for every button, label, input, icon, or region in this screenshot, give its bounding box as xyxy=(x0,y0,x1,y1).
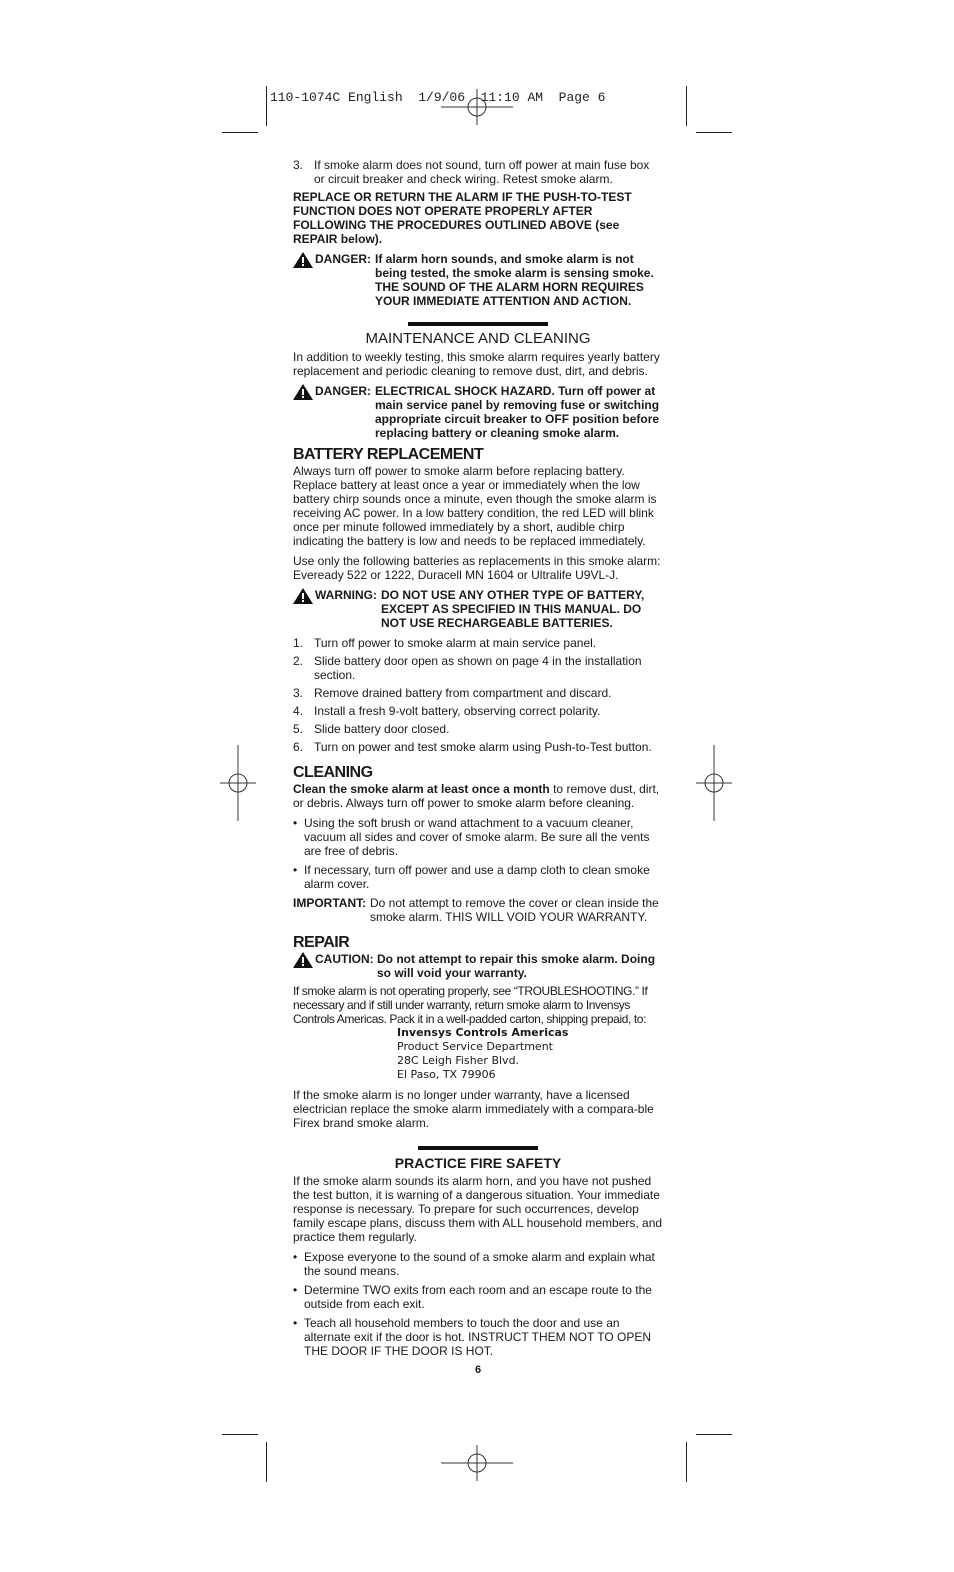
list-item: 2. Slide battery door open as shown on page 4 in the installation section. xyxy=(293,654,642,682)
fire-safety-bullets xyxy=(293,1250,663,1358)
address-line: Product Service Department xyxy=(397,1040,553,1053)
test-steps xyxy=(293,158,663,186)
list-item: • Using the soft brush or wand attachment to a vacuum cleaner, vacuum all sides and cover of smoke alarm. Be sure all the vents are free of debris. xyxy=(293,816,663,858)
crop-mark xyxy=(222,1434,258,1435)
repair-para-2: If the smoke alarm is no longer under warranty, have a licensed electrician replace the smoke alarm immediately with a compara-ble Firex brand smoke alarm. xyxy=(293,1088,654,1130)
warning-text: DO NOT USE ANY OTHER TYPE OF BATTERY, EXCEPT AS SPECIFIED IN THIS MANUAL. DO NOT USE RECHARGEABLE BATTERIES. xyxy=(381,588,645,630)
crop-mark xyxy=(266,86,267,126)
replace-notice: REPLACE OR RETURN THE ALARM IF THE PUSH-TO-TEST FUNCTION DOES NOT OPERATE PROPERLY AFTER FOLLOWING THE PROCEDURES OUTLINED ABOVE (see REPAIR below). xyxy=(293,190,632,246)
battery-para-2: Use only the following batteries as replacements in this smoke alarm: Eveready 522 or 1222, Duracell MN 1604 or Ultralife U9VL-J. xyxy=(293,554,661,582)
important-note: IMPORTANT: Do not attempt to remove the cover or clean inside the smoke alarm. THIS WILL VOID YOUR WARRANTY. xyxy=(293,896,659,924)
list-item: 4. Install a fresh 9-volt battery, observing correct polarity. xyxy=(293,704,601,718)
list-item: 5. Slide battery door closed. xyxy=(293,722,450,736)
registration-mark-icon xyxy=(218,745,258,821)
list-item: • Teach all household members to touch the door and use an alternate exit if the door is hot. INSTRUCT THEM NOT TO OPEN THE DOOR IF THE DOOR IS HOT. xyxy=(293,1316,663,1358)
repair-heading: REPAIR xyxy=(293,934,350,951)
section-divider xyxy=(418,1146,538,1150)
shock-danger-notice xyxy=(293,384,663,440)
cleaning-lead: Clean the smoke alarm at least once a month to remove dust, dirt, or debris. Always turn off power to smoke alarm before cleaning. xyxy=(293,782,660,810)
warning-label: WARNING: xyxy=(315,588,377,602)
repair-caution xyxy=(293,952,663,980)
service-address xyxy=(397,1026,663,1082)
registration-mark-icon xyxy=(694,745,734,821)
section-divider xyxy=(408,322,548,326)
battery-heading: BATTERY REPLACEMENT xyxy=(293,446,484,463)
maintenance-intro: In addition to weekly testing, this smoke alarm requires yearly battery replacement and periodic cleaning to remove dust, dirt, and debris. xyxy=(293,350,660,378)
address-name: Invensys Controls Americas xyxy=(397,1026,569,1039)
maintenance-heading: MAINTENANCE AND CLEANING xyxy=(365,330,591,347)
cleaning-heading: CLEANING xyxy=(293,764,373,781)
caution-text: Do not attempt to repair this smoke alarm. Doing so will void your warranty. xyxy=(377,952,656,980)
warning-triangle-icon xyxy=(293,952,313,968)
battery-para-1: Always turn off power to smoke alarm before replacing battery. Replace battery at least once a year or immediately when the low battery chirp sounds once a minute, even though the smoke alarm is receiving AC power. In a low battery condition, the red LED will blink once per minute followed immediately by a short, audible chirp indicating the battery is low and needs to be replaced immediately. xyxy=(293,464,657,548)
list-item: • Expose everyone to the sound of a smoke alarm and explain what the sound means. xyxy=(293,1250,663,1278)
crop-mark xyxy=(696,132,732,133)
warning-triangle-icon xyxy=(293,384,313,400)
list-item: • Determine TWO exits from each room and an escape route to the outside from each exit. xyxy=(293,1283,663,1311)
page-content xyxy=(293,158,663,1377)
battery-steps xyxy=(293,636,663,754)
danger-text: ELECTRICAL SHOCK HAZARD. Turn off power at main service panel by removing fuse or switching appropriate circuit breaker to OFF position before replacing battery or cleaning smoke alarm. xyxy=(375,384,660,440)
cleaning-bullets xyxy=(293,816,663,891)
crop-mark xyxy=(696,1434,732,1435)
fire-safety-intro: If the smoke alarm sounds its alarm horn, and you have not pushed the test button, it is warning of a dangerous situation. Your immediate response is necessary. To prepare for such occurrences, develop family escape plans, discuss them with ALL household members, and practice them regularly. xyxy=(293,1174,663,1244)
danger-text: If alarm horn sounds, and smoke alarm is not being tested, the smoke alarm is sensing smoke. THE SOUND OF THE ALARM HORN REQUIRES YOUR IMMEDIATE ATTENTION AND ACTION. xyxy=(375,252,654,308)
caution-label: CAUTION: xyxy=(315,952,374,966)
warning-triangle-icon xyxy=(293,252,313,268)
registration-mark-icon xyxy=(441,1443,513,1483)
danger-notice xyxy=(293,252,663,308)
crop-mark xyxy=(266,1442,267,1482)
battery-warning xyxy=(293,588,663,630)
list-item: 3. Remove drained battery from compartment and discard. xyxy=(293,686,612,700)
repair-para-1: If smoke alarm is not operating properly, see “TROUBLESHOOTING.” If necessary and if still under warranty, return smoke alarm to Invensys Controls Americas. Pack it in a well-padded carton, shipping prepaid, to: xyxy=(293,984,648,1026)
list-item: 3. If smoke alarm does not sound, turn off power at main fuse box or circuit breaker and check wiring. Retest smoke alarm. xyxy=(293,158,650,186)
danger-label: DANGER: xyxy=(315,384,371,398)
crop-mark xyxy=(686,86,687,126)
address-line: El Paso, TX 79906 xyxy=(397,1068,496,1081)
list-item: 1. Turn off power to smoke alarm at main service panel. xyxy=(293,636,597,650)
list-item: • If necessary, turn off power and use a damp cloth to clean smoke alarm cover. xyxy=(293,863,663,891)
fire-safety-heading: PRACTICE FIRE SAFETY xyxy=(394,1155,562,1171)
page-number: 6 xyxy=(474,1364,482,1376)
crop-mark xyxy=(686,1442,687,1482)
address-line: 28C Leigh Fisher Blvd. xyxy=(397,1054,520,1067)
list-item: 6. Turn on power and test smoke alarm using Push-to-Test button. xyxy=(293,740,652,754)
crop-mark xyxy=(222,132,258,133)
warning-triangle-icon xyxy=(293,588,313,604)
print-slug: 110-1074C English 1/9/06 11:10 AM Page 6 xyxy=(270,90,606,105)
danger-label: DANGER: xyxy=(315,252,371,266)
